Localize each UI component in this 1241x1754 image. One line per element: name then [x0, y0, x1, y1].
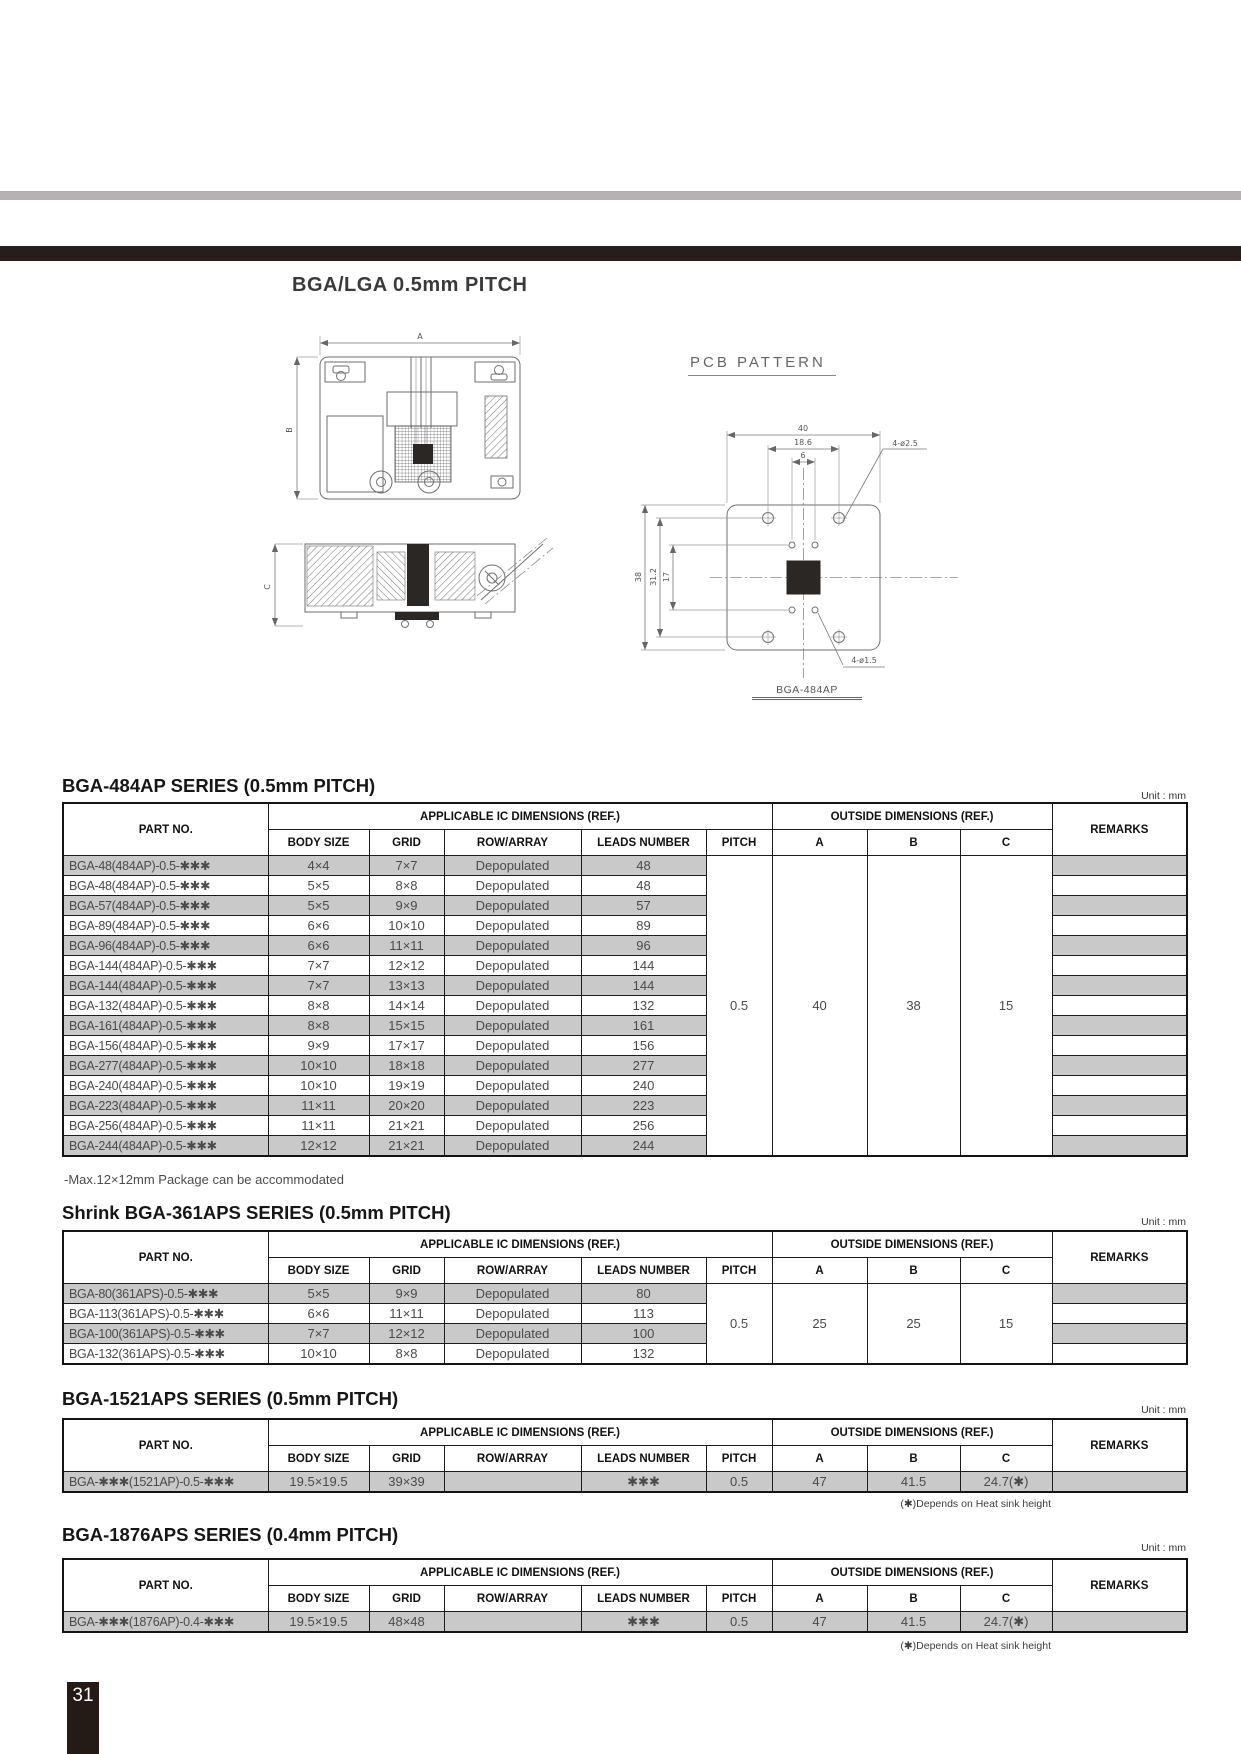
row-array-cell: Depopulated [444, 1136, 581, 1157]
body-size-cell: 10×10 [268, 1344, 369, 1365]
row-array-cell: Depopulated [444, 1324, 581, 1344]
leads-number-cell: 57 [581, 896, 706, 916]
col-header-row-array: ROW/ARRAY [444, 830, 581, 856]
row-array-cell: Depopulated [444, 1116, 581, 1136]
col-header-leads-number: LEADS NUMBER [581, 1258, 706, 1284]
heatsink-footnote: (✱)Depends on Heat sink height [900, 1498, 1051, 1510]
section-title-1521aps: BGA-1521APS SERIES (0.5mm PITCH) [62, 1388, 399, 1409]
row-array-cell: Depopulated [444, 1076, 581, 1096]
row-array-cell: Depopulated [444, 916, 581, 936]
col-header-part-no: PART NO. [63, 1559, 268, 1612]
col-header-part-no: PART NO. [63, 1419, 268, 1472]
grid-cell: 18×18 [369, 1056, 444, 1076]
pcb-part-label: BGA-484AP [752, 684, 862, 700]
remarks-cell [1052, 1016, 1187, 1036]
socket-side-view [263, 538, 553, 628]
col-header-pitch: PITCH [706, 1446, 772, 1472]
remarks-cell [1052, 1612, 1187, 1633]
col-header-pitch: PITCH [706, 1258, 772, 1284]
table-row [63, 1472, 1187, 1493]
remarks-cell [1052, 1036, 1187, 1056]
col-header-outside-dims: OUTSIDE DIMENSIONS (REF.) [772, 1559, 1052, 1586]
remarks-cell [1052, 876, 1187, 896]
remarks-cell [1052, 936, 1187, 956]
grid-cell: 8×8 [369, 1344, 444, 1365]
grid-cell: 9×9 [369, 1284, 444, 1304]
remarks-cell [1052, 1096, 1187, 1116]
leads-number-cell: 161 [581, 1016, 706, 1036]
grid-cell: 15×15 [369, 1016, 444, 1036]
part-no-cell: BGA-132(484AP)-0.5-✱✱✱ [63, 996, 268, 1016]
leads-number-cell: 144 [581, 956, 706, 976]
remarks-cell [1052, 976, 1187, 996]
remarks-cell [1052, 996, 1187, 1016]
part-no-cell: BGA-161(484AP)-0.5-✱✱✱ [63, 1016, 268, 1036]
body-size-cell: 19.5×19.5 [268, 1612, 369, 1633]
table-row [63, 1612, 1187, 1633]
part-no-cell: BGA-132(361APS)-0.5-✱✱✱ [63, 1344, 268, 1365]
dim-b-cell: 41.5 [867, 1612, 960, 1633]
table-row [63, 856, 1187, 876]
dim-a-cell: 40 [772, 856, 867, 1157]
body-size-cell: 7×7 [268, 1324, 369, 1344]
body-size-cell: 5×5 [268, 876, 369, 896]
part-no-cell: BGA-80(361APS)-0.5-✱✱✱ [63, 1284, 268, 1304]
header-gray-bar [0, 191, 1241, 200]
body-size-cell: 11×11 [268, 1116, 369, 1136]
row-array-cell: Depopulated [444, 996, 581, 1016]
remarks-cell [1052, 1284, 1187, 1304]
dim-c-label: C [263, 584, 272, 590]
col-header-a: A [772, 1586, 867, 1612]
row-array-cell: Depopulated [444, 956, 581, 976]
col-header-pitch: PITCH [706, 1586, 772, 1612]
pcb-dim-hole-pitch-x: 18.6 [794, 438, 812, 447]
dim-a-label: A [417, 332, 423, 341]
leads-number-cell: 89 [581, 916, 706, 936]
remarks-cell [1052, 1116, 1187, 1136]
row-array-cell: Depopulated [444, 1344, 581, 1365]
row-array-cell: Depopulated [444, 1304, 581, 1324]
spec-table-484ap [62, 802, 1188, 1157]
col-header-b: B [867, 830, 960, 856]
leads-number-cell: 256 [581, 1116, 706, 1136]
col-header-b: B [867, 1586, 960, 1612]
remarks-cell [1052, 1056, 1187, 1076]
unit-label: Unit : mm [1141, 790, 1186, 802]
page-number-box [67, 1682, 99, 1754]
dim-a-cell: 47 [772, 1472, 867, 1493]
grid-cell: 21×21 [369, 1136, 444, 1157]
col-header-outside-dims: OUTSIDE DIMENSIONS (REF.) [772, 1419, 1052, 1446]
grid-cell: 13×13 [369, 976, 444, 996]
row-array-cell: Depopulated [444, 1036, 581, 1056]
pcb-dim-pad-pitch-x: 6 [800, 451, 806, 460]
grid-cell: 7×7 [369, 856, 444, 876]
dim-b-cell: 38 [867, 856, 960, 1157]
col-header-c: C [960, 1446, 1052, 1472]
dim-b-cell: 41.5 [867, 1472, 960, 1493]
pitch-cell: 0.5 [706, 856, 772, 1157]
grid-cell: 19×19 [369, 1076, 444, 1096]
leads-number-cell: 132 [581, 1344, 706, 1365]
dim-a-cell: 25 [772, 1284, 867, 1365]
col-header-a: A [772, 1258, 867, 1284]
corner-holes-label: 4-ø2.5 [892, 439, 918, 448]
leads-number-cell: 48 [581, 876, 706, 896]
table-row [63, 1284, 1187, 1304]
pcb-dim-hole-pitch-y: 31.2 [649, 568, 658, 586]
remarks-cell [1052, 1324, 1187, 1344]
col-header-c: C [960, 1258, 1052, 1284]
body-size-cell: 10×10 [268, 1076, 369, 1096]
body-size-cell: 11×11 [268, 1096, 369, 1116]
row-array-cell [444, 1612, 581, 1633]
pcb-pattern-drawing [560, 340, 1020, 680]
pcb-dim-pad-pitch-y: 17 [662, 571, 671, 583]
part-no-cell: BGA-89(484AP)-0.5-✱✱✱ [63, 916, 268, 936]
part-no-cell: BGA-240(484AP)-0.5-✱✱✱ [63, 1076, 268, 1096]
unit-label: Unit : mm [1141, 1542, 1186, 1554]
row-array-cell: Depopulated [444, 876, 581, 896]
body-size-cell: 6×6 [268, 1304, 369, 1324]
body-size-cell: 4×4 [268, 856, 369, 876]
col-header-grid: GRID [369, 830, 444, 856]
pitch-cell: 0.5 [706, 1612, 772, 1633]
leads-number-cell: 144 [581, 976, 706, 996]
part-no-cell: BGA-256(484AP)-0.5-✱✱✱ [63, 1116, 268, 1136]
grid-cell: 14×14 [369, 996, 444, 1016]
dim-c-cell: 24.7(✱) [960, 1472, 1052, 1493]
row-array-cell: Depopulated [444, 1016, 581, 1036]
col-header-row-array: ROW/ARRAY [444, 1446, 581, 1472]
unit-label: Unit : mm [1141, 1404, 1186, 1416]
grid-cell: 20×20 [369, 1096, 444, 1116]
row-array-cell: Depopulated [444, 896, 581, 916]
leads-number-cell: 223 [581, 1096, 706, 1116]
part-no-cell: BGA-48(484AP)-0.5-✱✱✱ [63, 876, 268, 896]
spec-table-361aps [62, 1230, 1188, 1365]
heatsink-footnote: (✱)Depends on Heat sink height [900, 1640, 1051, 1652]
spec-table-1876aps [62, 1558, 1188, 1633]
body-size-cell: 5×5 [268, 896, 369, 916]
remarks-cell [1052, 1304, 1187, 1324]
part-no-cell: BGA-57(484AP)-0.5-✱✱✱ [63, 896, 268, 916]
body-size-cell: 5×5 [268, 1284, 369, 1304]
leads-number-cell: ✱✱✱ [581, 1472, 706, 1493]
col-header-grid: GRID [369, 1586, 444, 1612]
dim-b-label: B [285, 427, 294, 433]
leads-number-cell: 96 [581, 936, 706, 956]
col-header-outside-dims: OUTSIDE DIMENSIONS (REF.) [772, 803, 1052, 830]
grid-cell: 12×12 [369, 956, 444, 976]
col-header-remarks: REMARKS [1052, 803, 1187, 856]
socket-technical-drawing [245, 300, 575, 660]
socket-top-view [285, 332, 520, 499]
row-array-cell: Depopulated [444, 856, 581, 876]
pcb-dim-width: 40 [797, 424, 809, 433]
col-header-b: B [867, 1446, 960, 1472]
leads-number-cell: 48 [581, 856, 706, 876]
col-header-c: C [960, 1586, 1052, 1612]
grid-cell: 12×12 [369, 1324, 444, 1344]
col-header-outside-dims: OUTSIDE DIMENSIONS (REF.) [772, 1231, 1052, 1258]
leads-number-cell: 240 [581, 1076, 706, 1096]
dim-b-cell: 25 [867, 1284, 960, 1365]
spec-table-1521aps [62, 1418, 1188, 1493]
part-no-cell: BGA-277(484AP)-0.5-✱✱✱ [63, 1056, 268, 1076]
dim-a-cell: 47 [772, 1612, 867, 1633]
col-header-part-no: PART NO. [63, 803, 268, 856]
part-no-cell: BGA-144(484AP)-0.5-✱✱✱ [63, 976, 268, 996]
row-array-cell: Depopulated [444, 976, 581, 996]
remarks-cell [1052, 1136, 1187, 1157]
section-title-1876aps: BGA-1876APS SERIES (0.4mm PITCH) [62, 1524, 399, 1545]
grid-cell: 10×10 [369, 916, 444, 936]
body-size-cell: 7×7 [268, 976, 369, 996]
row-array-cell: Depopulated [444, 1096, 581, 1116]
col-header-body-size: BODY SIZE [268, 1446, 369, 1472]
grid-cell: 11×11 [369, 1304, 444, 1324]
page-number: 31 [72, 1685, 94, 1706]
section-title-484ap: BGA-484AP SERIES (0.5mm PITCH) [62, 775, 376, 796]
grid-cell: 21×21 [369, 1116, 444, 1136]
body-size-cell: 8×8 [268, 1016, 369, 1036]
leads-number-cell: 277 [581, 1056, 706, 1076]
grid-cell: 9×9 [369, 896, 444, 916]
part-no-cell: BGA-244(484AP)-0.5-✱✱✱ [63, 1136, 268, 1157]
pcb-pattern-title: PCB PATTERN [688, 354, 836, 376]
part-no-cell: BGA-144(484AP)-0.5-✱✱✱ [63, 956, 268, 976]
body-size-cell: 10×10 [268, 1056, 369, 1076]
dim-c-cell: 24.7(✱) [960, 1612, 1052, 1633]
body-size-cell: 12×12 [268, 1136, 369, 1157]
grid-cell: 17×17 [369, 1036, 444, 1056]
col-header-part-no: PART NO. [63, 1231, 268, 1284]
leads-number-cell: 100 [581, 1324, 706, 1344]
col-header-leads-number: LEADS NUMBER [581, 1586, 706, 1612]
leads-number-cell: 156 [581, 1036, 706, 1056]
remarks-cell [1052, 1344, 1187, 1365]
pitch-cell: 0.5 [706, 1284, 772, 1365]
remarks-cell [1052, 916, 1187, 936]
leads-number-cell: ✱✱✱ [581, 1612, 706, 1633]
remarks-cell [1052, 1472, 1187, 1493]
remarks-cell [1052, 856, 1187, 876]
col-header-ic-dims: APPLICABLE IC DIMENSIONS (REF.) [268, 1559, 772, 1586]
grid-cell: 8×8 [369, 876, 444, 896]
col-header-remarks: REMARKS [1052, 1419, 1187, 1472]
pitch-cell: 0.5 [706, 1472, 772, 1493]
leads-number-cell: 113 [581, 1304, 706, 1324]
col-header-remarks: REMARKS [1052, 1559, 1187, 1612]
col-header-ic-dims: APPLICABLE IC DIMENSIONS (REF.) [268, 803, 772, 830]
col-header-row-array: ROW/ARRAY [444, 1586, 581, 1612]
leads-number-cell: 244 [581, 1136, 706, 1157]
body-size-cell: 6×6 [268, 916, 369, 936]
part-no-cell: BGA-48(484AP)-0.5-✱✱✱ [63, 856, 268, 876]
col-header-a: A [772, 830, 867, 856]
section-title-361aps: Shrink BGA-361APS SERIES (0.5mm PITCH) [62, 1202, 451, 1223]
col-header-grid: GRID [369, 1446, 444, 1472]
leads-number-cell: 132 [581, 996, 706, 1016]
grid-cell: 39×39 [369, 1472, 444, 1493]
col-header-body-size: BODY SIZE [268, 1586, 369, 1612]
col-header-body-size: BODY SIZE [268, 1258, 369, 1284]
col-header-a: A [772, 1446, 867, 1472]
col-header-remarks: REMARKS [1052, 1231, 1187, 1284]
page-title: BGA/LGA 0.5mm PITCH [292, 274, 528, 296]
part-no-cell: BGA-156(484AP)-0.5-✱✱✱ [63, 1036, 268, 1056]
col-header-grid: GRID [369, 1258, 444, 1284]
part-no-cell: BGA-✱✱✱(1876AP)-0.4-✱✱✱ [63, 1612, 268, 1633]
dim-c-cell: 15 [960, 856, 1052, 1157]
body-size-cell: 7×7 [268, 956, 369, 976]
col-header-leads-number: LEADS NUMBER [581, 1446, 706, 1472]
col-header-pitch: PITCH [706, 830, 772, 856]
body-size-cell: 6×6 [268, 936, 369, 956]
leads-number-cell: 80 [581, 1284, 706, 1304]
col-header-c: C [960, 830, 1052, 856]
max-package-note: -Max.12×12mm Package can be accommodated [64, 1172, 345, 1187]
col-header-leads-number: LEADS NUMBER [581, 830, 706, 856]
inner-holes-label: 4-ø1.5 [851, 656, 877, 665]
col-header-ic-dims: APPLICABLE IC DIMENSIONS (REF.) [268, 1231, 772, 1258]
grid-cell: 11×11 [369, 936, 444, 956]
dim-c-cell: 15 [960, 1284, 1052, 1365]
part-no-cell: BGA-✱✱✱(1521AP)-0.5-✱✱✱ [63, 1472, 268, 1493]
header-black-bar [0, 246, 1241, 261]
remarks-cell [1052, 956, 1187, 976]
center-pad [787, 561, 821, 595]
row-array-cell: Depopulated [444, 1056, 581, 1076]
col-header-ic-dims: APPLICABLE IC DIMENSIONS (REF.) [268, 1419, 772, 1446]
col-header-row-array: ROW/ARRAY [444, 1258, 581, 1284]
pcb-dim-height: 38 [634, 571, 643, 583]
unit-label: Unit : mm [1141, 1216, 1186, 1228]
part-no-cell: BGA-113(361APS)-0.5-✱✱✱ [63, 1304, 268, 1324]
part-no-cell: BGA-96(484AP)-0.5-✱✱✱ [63, 936, 268, 956]
body-size-cell: 9×9 [268, 1036, 369, 1056]
part-no-cell: BGA-100(361APS)-0.5-✱✱✱ [63, 1324, 268, 1344]
remarks-cell [1052, 1076, 1187, 1096]
grid-cell: 48×48 [369, 1612, 444, 1633]
part-no-cell: BGA-223(484AP)-0.5-✱✱✱ [63, 1096, 268, 1116]
remarks-cell [1052, 896, 1187, 916]
row-array-cell: Depopulated [444, 936, 581, 956]
row-array-cell [444, 1472, 581, 1493]
body-size-cell: 8×8 [268, 996, 369, 1016]
body-size-cell: 19.5×19.5 [268, 1472, 369, 1493]
col-header-body-size: BODY SIZE [268, 830, 369, 856]
col-header-b: B [867, 1258, 960, 1284]
row-array-cell: Depopulated [444, 1284, 581, 1304]
